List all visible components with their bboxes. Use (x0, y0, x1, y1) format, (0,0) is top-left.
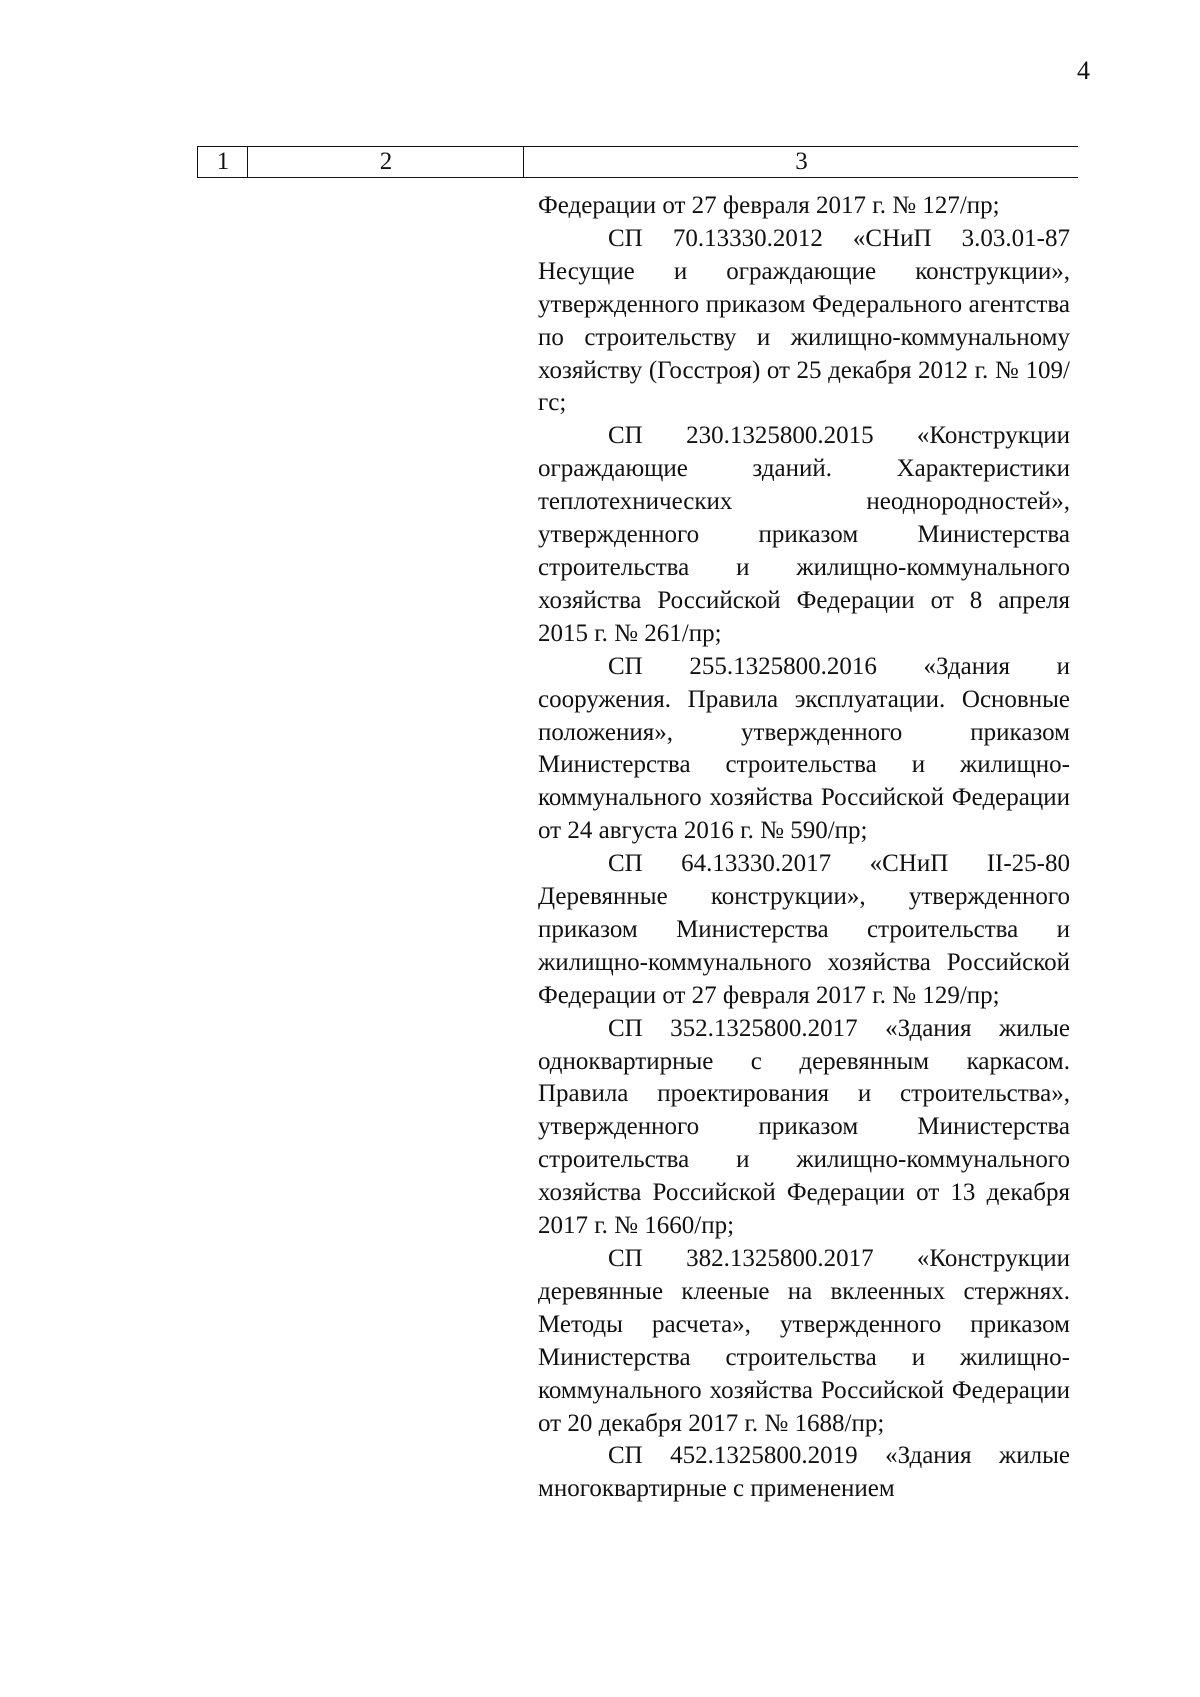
paragraph-continuation: Федерации от 27 февраля 2017 г. № 127/пр; (538, 192, 1000, 219)
page-number: 4 (1077, 56, 1090, 85)
paragraph-sp-452: СП 452.1325800.2019 «Здания жилые многоквартирные с применением (538, 1442, 1070, 1503)
column-header-2: 2 (247, 147, 524, 177)
table-header (197, 146, 1078, 178)
paragraph-sp-230: СП 230.1325800.2015 «Конструкции ограждающие зданий. Характеристики теплотехнических неоднородностей», утвержденного приказом Министерства строительства и жилищно-коммунального хозяйства Российской Федерации от 8 апреля 2015 г. № 261/пр; (538, 422, 1070, 647)
paragraph-sp-352: СП 352.1325800.2017 «Здания жилые одноквартирные с деревянным каркасом. Правила проектирования и строительства», утвержденного приказом Министерства строительства и жилищно-коммунального хозяйства Российской Федерации от 13 декабря 2017 г. № 1660/пр; (538, 1014, 1070, 1240)
paragraph-sp-64: СП 64.13330.2017 «СНиП II-25-80 Деревянные конструкции», утвержденного приказом Министерства строительства и жилищно-коммунального хозяйства Российской Федерации от 27 февраля 2017 г. № 129/пр; (538, 850, 1070, 1009)
paragraph-sp-70: СП 70.13330.2012 «СНиП 3.03.01-87 Несущие и ограждающие конструкции», утвержденного приказом Федерального агентства по строительству и жилищно-коммунальному хозяйству (Госстроя) от 25 декабря 2012 г. № 109/гс; (538, 224, 1070, 417)
paragraph-sp-255: СП 255.1325800.2016 «Здания и сооружения. Правила эксплуатации. Основные положения», утвержденного приказом Министерства строительства и жилищно-коммунального хозяйства Российской Федерации от 24 августа 2016 г. № 590/пр; (538, 652, 1070, 845)
document-text-column (538, 190, 1070, 1506)
column-header-3: 3 (523, 147, 1079, 177)
column-header-1: 1 (197, 147, 248, 177)
paragraph-sp-382: СП 382.1325800.2017 «Конструкции деревянные клееные на вклеенных стержнях. Методы расчета», утвержденного приказом Министерства строительства и жилищно-коммунального хозяйства Российской Федерации от 20 декабря 2017 г. № 1688/пр; (538, 1245, 1070, 1437)
